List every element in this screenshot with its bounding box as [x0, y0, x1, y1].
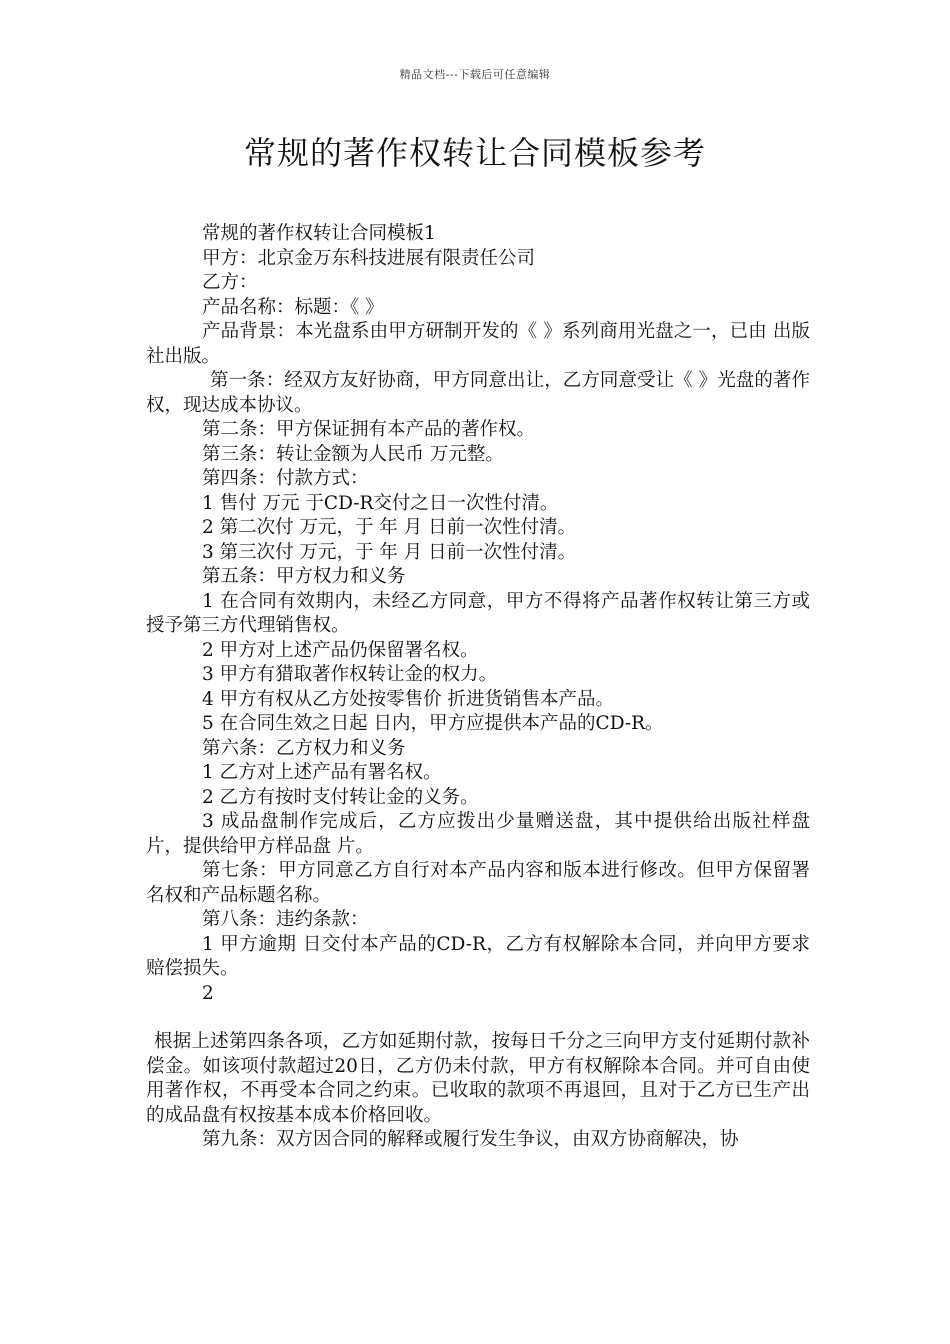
paragraph-article-8: 第八条：违约条款： — [202, 909, 369, 930]
document-body — [146, 222, 810, 1153]
paragraph-item: 1 售付 万元 于CD-R交付之日一次性付清。 — [202, 492, 559, 514]
paragraph-article-1: 第一条：经双方友好协商，甲方同意出让，乙方同意受让《 》光盘的著作权，现达成本协议。 — [146, 370, 810, 416]
paragraph-item: 3 甲方有猎取著作权转让金的权力。 — [202, 664, 498, 685]
paragraph-article-9: 第九条：双方因合同的解释或履行发生争议，由双方协商解决，协 — [202, 1129, 739, 1150]
paragraph-gap — [146, 1006, 810, 1030]
paragraph-item: 2 第二次付 万元，于 年 月 日前一次性付清。 — [202, 517, 577, 538]
paragraph-item: 3 第三次付 万元，于 年 月 日前一次性付清。 — [202, 541, 577, 563]
paragraph-item: 3 成品盘制作完成后，乙方应拨出少量赠送盘，其中提供给出版社样盘 片，提供给甲方样品盘 片。 — [146, 811, 810, 857]
paragraph-heading: 常规的著作权转让合同模板1 — [202, 223, 436, 244]
paragraph-item: 2 甲方对上述产品仍保留署名权。 — [202, 639, 479, 661]
paragraph-item: 1 乙方对上述产品有署名权。 — [202, 762, 442, 783]
paragraph-product-name: 产品名称：标题：《 》 — [202, 296, 384, 318]
paragraph-product-background: 产品背景：本光盘系由甲方研制开发的《 》系列商用光盘之一，已由 出版社出版。 — [146, 321, 810, 367]
paragraph-item: 1 在合同有效期内，未经乙方同意，甲方不得将产品著作权转让第三方或授予第三方代理销售权。 — [146, 590, 810, 636]
paragraph-party-b: 乙方： — [202, 272, 258, 293]
paragraph-article-5: 第五条：甲方权力和义务 — [202, 566, 406, 587]
header-note: 精品文档---下载后可任意编辑 — [399, 68, 551, 81]
paragraph-item: 1 甲方逾期 日交付本产品的CD-R，乙方有权解除本合同，并向甲方要求赔偿损失。 — [146, 933, 810, 979]
paragraph-article-7: 第七条：甲方同意乙方自行对本产品内容和版本进行修改。但甲方保留署名权和产品标题名称。 — [146, 860, 810, 906]
paragraph-late-payment: 根据上述第四条各项，乙方如延期付款，按每日千分之三向甲方支付延期付款补偿金。如该项付款超过20日，乙方仍未付款，甲方有权解除本合同。并可自由使用著作权，不再受本合同之约束。已收取的款项不再退回，且对于乙方已生产出的成品盘有权按基本成本价格回收。 — [146, 1031, 810, 1126]
document-title: 常规的著作权转让合同模板参考 — [243, 134, 706, 172]
paragraph-item: 4 甲方有权从乙方处按零售价 折进货销售本产品。 — [202, 688, 615, 710]
paragraph-article-4: 第四条：付款方式： — [202, 468, 369, 489]
paragraph-article-6: 第六条：乙方权力和义务 — [202, 737, 406, 759]
paragraph-article-2: 第二条：甲方保证拥有本产品的著作权。 — [202, 419, 536, 440]
paragraph-item: 2 乙方有按时支付转让金的义务。 — [202, 786, 479, 808]
paragraph-party-a: 甲方：北京金万东科技进展有限责任公司 — [202, 247, 536, 269]
paragraph-article-3: 第三条：转让金额为人民币 万元整。 — [202, 443, 504, 465]
paragraph-item: 5 在合同生效之日起 日内，甲方应提供本产品的CD-R。 — [202, 713, 664, 734]
paragraph-item: 2 — [202, 982, 214, 1004]
